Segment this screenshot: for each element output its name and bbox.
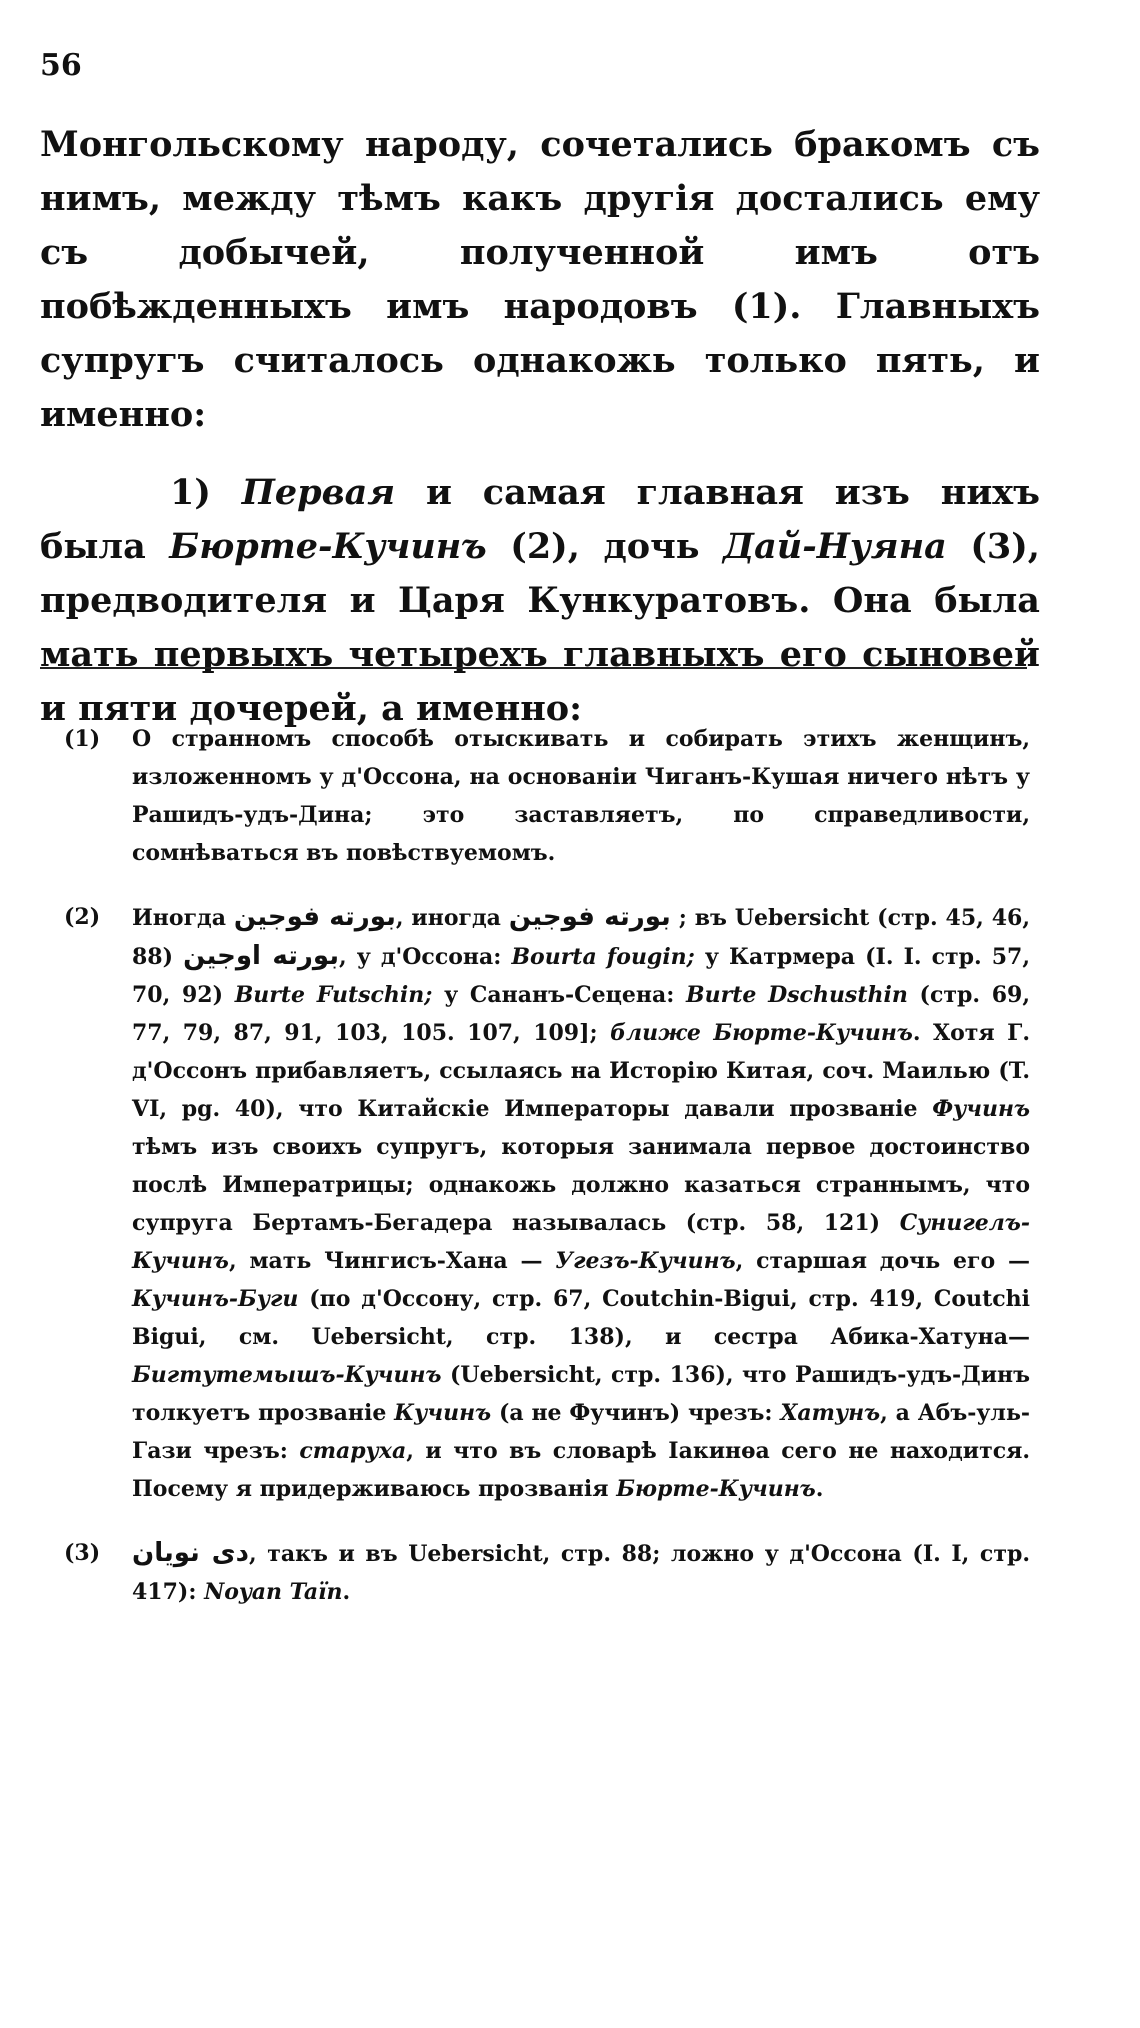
main-paragraph-2: 1) Первая и самая главная изъ нихъ была Бюрте-Кучинъ (2), дочь Дай-Нуяна (3), предводителя и Царя Кункуратовъ. Она была мать первыхъ четырехъ главныхъ его сыновей и пяти дочерей, а именно: [40,472,1040,729]
footnote-text: دى نويان, такъ и въ Uebersicht, стр. 88; ложно у д'Оссона (I. I, стр. 417): Noyan Taïn. [132,1538,1030,1605]
footnote-1 [64,720,1030,872]
footnote-number: (3) [64,1540,101,1566]
main-paragraph-1: Монгольскому народу, сочетались бракомъ съ нимъ, между тѣмъ какъ другія достались ему съ добычей, полученной имъ отъ побѣжденныхъ имъ народовъ (1). Главныхъ супругъ считалось однакожь только пять, и именно: [40,124,1040,435]
footnote-text: О странномъ способѣ отыскивать и собирать этихъ женщинъ, изложенномъ у д'Оссона, на основаніи Чиганъ-Кушая ничего нѣтъ у Рашидъ-удъ-Дина; это заставляетъ, по справедливости, сомнѣваться въ повѣствуемомъ. [132,726,1030,866]
footnote-text: Иногда بورته فوجين, иногда بورته فوجين ; въ Uebersicht (стр. 45, 46, 88) بورته اوجين, у д'Оссона: Bourta fougin; у Катрмера (I. I. стр. 57, 70, 92) Burte Futschin; у Сананъ-Сецена: Burte Dschusthin (стр. 69, 77, 79, 87, 91, 103, 105. 107, 109]; ближе Бюрте-Кучинъ. Хотя Г. д'Оссонъ прибавляетъ, ссылаясь на Исторію Китая, соч. Маилью (T. VI, pg. 40), что Китайскіе Императоры давали прозваніе Фучинъ тѣмъ изъ своихъ супругъ, которыя занимала первое достоинство послѣ Императрицы; однакожь должно казаться страннымъ, что супруга Бертамъ-Бегадера называлась (стр. 58, 121) Сунигелъ-Кучинъ, мать Чингисъ-Хана — Угезъ-Кучинъ, старшая дочь его — Кучинъ-Буги (по д'Оссону, стр. 67, Coutchin-Bigui, стр. 419, Coutchi Bigui, см. Uebersicht, стр. 138), и сестра Абика-Хатуна— Бигтутемышъ-Кучинъ (Uebersicht, стр. 136), что Рашидъ-удъ-Динъ толкуетъ прозваніе Кучинъ (а не Фучинъ) чрезъ: Хатунъ, а Абъ-уль-Гази чрезъ: старуха, и что въ словарѣ Іакинѳа сего не находится. Посему я придерживаюсь прозванія Бюрте-Кучинъ. [132,902,1031,1502]
footnote-3 [64,1534,1030,1611]
footnotes [64,720,1030,1637]
main-text [40,118,1040,736]
page-number: 56 [40,48,82,83]
footnote-divider [40,667,1027,669]
footnote-2 [64,898,1030,1508]
footnote-number: (1) [64,726,101,752]
footnote-number: (2) [64,904,101,930]
